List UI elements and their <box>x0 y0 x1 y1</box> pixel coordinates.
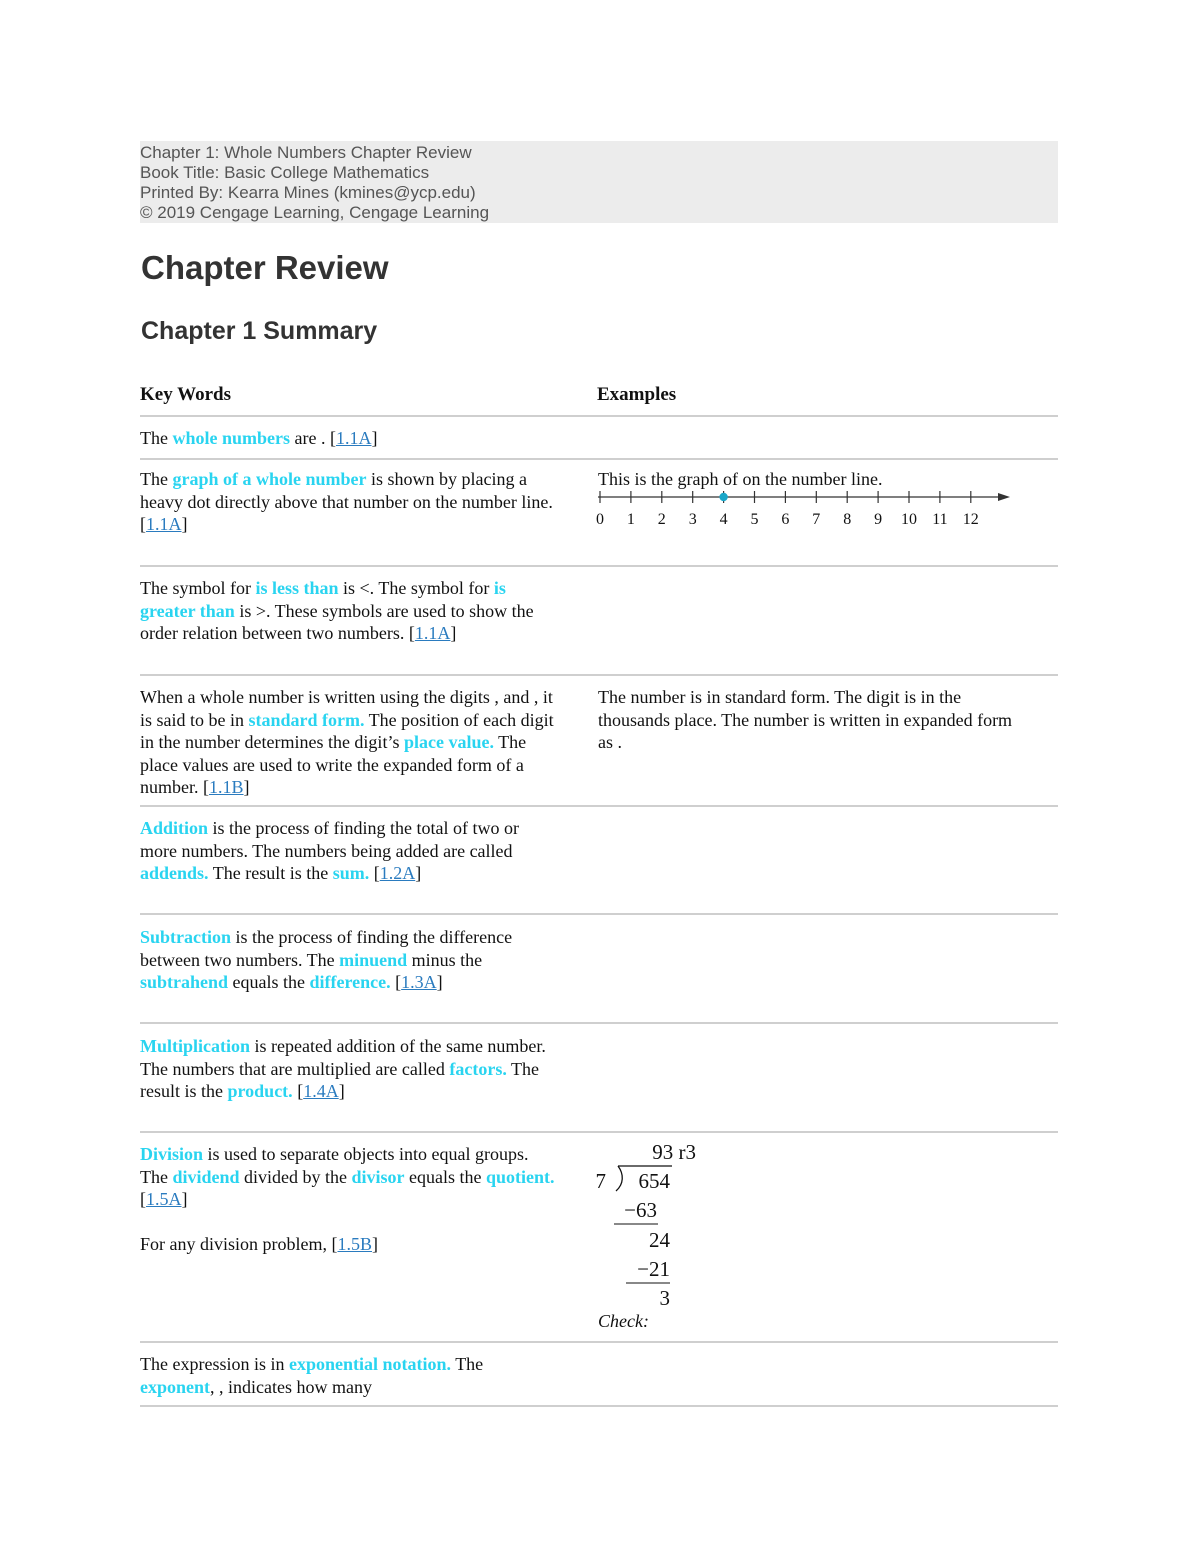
keyword-term: quotient. <box>486 1166 555 1187</box>
keyword-term: Subtraction <box>140 927 232 947</box>
number-line-figure <box>592 486 1017 530</box>
long-division-figure <box>592 1138 702 1338</box>
number-line-label: 2 <box>657 511 666 528</box>
key-word-whole-numbers: The whole numbers are . [1.1A] <box>140 428 378 448</box>
section-reference-link[interactable]: 1.2A <box>379 863 416 883</box>
header-chapter-line: Chapter 1: Whole Numbers Chapter Review <box>140 143 472 162</box>
section-reference-link[interactable]: 1.1B <box>209 777 244 797</box>
header-book-title-line: Book Title: Basic College Mathematics <box>140 163 430 182</box>
number-line-arrowhead <box>998 493 1010 501</box>
division-step-subtract-1: −63 <box>624 1198 657 1222</box>
table-rule <box>140 805 1058 807</box>
number-line-label: 4 <box>719 511 728 528</box>
division-rule-text: For any division problem, [1.5B] <box>140 1234 378 1254</box>
keyword-term: is greater than <box>140 578 506 621</box>
number-line-highlight-dot <box>719 493 727 501</box>
header-copyright-line: © 2019 Cengage Learning, Cengage Learning <box>140 203 490 222</box>
number-line-label: 3 <box>688 511 697 528</box>
key-word-subtraction: Subtraction is the process of finding the difference between two numbers. The minuend minus the subtrahend equals the difference. [1.3A] <box>140 927 513 992</box>
keyword-term: exponent <box>140 1376 211 1397</box>
key-word-standard-form: When a whole number is written using the digits , and , it is said to be in standard form. The position of each digit in the number determines the digit’s place value. The place values are used to write the expanded form of a number. [1.1B] <box>140 687 554 797</box>
section-reference-link[interactable]: 1.3A <box>401 972 437 992</box>
table-rule <box>140 565 1058 567</box>
number-line-label: 10 <box>901 511 917 528</box>
number-line-label: 11 <box>932 511 948 528</box>
keyword-term: exponential notation. <box>288 1354 452 1374</box>
number-line-label: 8 <box>843 511 852 528</box>
key-word-addition: Addition is the process of finding the total of two or more numbers. The numbers being added are called addends. The result is the sum. [1.2A] <box>140 818 519 883</box>
number-line-label: 12 <box>962 511 979 528</box>
keyword-term: product. <box>227 1081 293 1101</box>
table-rule <box>140 1022 1058 1024</box>
keyword-term: graph of a whole number <box>172 469 367 489</box>
number-line-label: 1 <box>626 511 635 528</box>
table-rule <box>140 1131 1058 1133</box>
table-rule <box>140 674 1058 676</box>
table-rule <box>140 1341 1058 1343</box>
number-line-label: 0 <box>596 511 604 528</box>
keyword-term: standard form. <box>248 709 365 730</box>
section-reference-link[interactable]: 1.5B <box>337 1234 372 1254</box>
division-quotient: 93 r3 <box>652 1140 696 1164</box>
division-divisor: 7 <box>595 1169 606 1193</box>
keyword-term: Multiplication <box>140 1036 251 1056</box>
page-title: Chapter Review <box>141 249 389 286</box>
section-reference-link[interactable]: 1.1A <box>146 514 182 534</box>
number-line-label: 6 <box>781 511 790 528</box>
example-graph-text: This is the graph of on the number line. <box>598 469 883 489</box>
keyword-term: Addition <box>140 818 209 838</box>
table-rule <box>140 458 1058 460</box>
keyword-term: dividend <box>172 1166 240 1187</box>
header-printed-by-line: Printed By: Kearra Mines (kmines@ycp.edu) <box>140 183 476 202</box>
key-word-graph-of-whole-number: The graph of a whole number is shown by placing a heavy dot directly above that number on the number line. [1.1A] <box>140 469 553 534</box>
number-line-label: 5 <box>750 511 759 528</box>
keyword-term: divisor <box>351 1166 405 1187</box>
section-reference-link[interactable]: 1.4A <box>303 1081 339 1101</box>
column-header-examples: Examples <box>597 384 677 405</box>
table-rule <box>140 415 1058 417</box>
key-word-multiplication: Multiplication is repeated addition of the same number. The numbers that are multiplied are called factors. The result is the product. [1.4A] <box>140 1036 546 1101</box>
keyword-term: Division <box>140 1144 204 1164</box>
document-header <box>140 141 1058 223</box>
key-word-exponential-notation: The expression is in exponential notation. The exponent, , indicates how many <box>140 1354 484 1397</box>
example-standard-form: The number is in standard form. The digit is in the thousands place. The number is written in expanded form as . <box>598 687 1013 752</box>
division-step-remainder-1: 24 <box>649 1228 670 1252</box>
division-bracket <box>616 1166 622 1191</box>
key-word-division: Division is used to separate objects into equal groups. The dividend divided by the divisor equals the quotient. [1.5A] <box>140 1144 555 1209</box>
column-header-key-words: Key Words <box>140 384 231 405</box>
division-check-label: Check: <box>598 1311 649 1331</box>
keyword-term: sum. <box>332 863 370 883</box>
keyword-term: minuend <box>339 949 408 970</box>
section-reference-link[interactable]: 1.5A <box>146 1189 182 1209</box>
keyword-term: is less than <box>255 578 339 598</box>
division-remainder: 3 <box>659 1286 670 1310</box>
table-rule <box>140 1405 1058 1407</box>
section-reference-link[interactable]: 1.1A <box>414 623 451 643</box>
key-word-order-relation: The symbol for is less than is <. The symbol for is greater than is >. These symbols are used to show the order relation between two numbers. [1.1A] <box>140 578 534 643</box>
table-rule <box>140 913 1058 915</box>
keyword-term: factors. <box>449 1058 507 1079</box>
number-line-label: 9 <box>874 511 883 528</box>
keyword-term: whole numbers <box>172 428 290 448</box>
number-line-label: 7 <box>812 511 821 528</box>
division-step-subtract-2: −21 <box>637 1257 670 1281</box>
division-dividend: 654 <box>638 1169 670 1193</box>
keyword-term: subtrahend <box>140 972 229 992</box>
keyword-term: addends. <box>140 863 209 883</box>
keyword-term: difference. <box>309 972 391 992</box>
section-title: Chapter 1 Summary <box>141 317 378 345</box>
section-reference-link[interactable]: 1.1A <box>335 428 372 448</box>
keyword-term: place value. <box>403 732 494 752</box>
